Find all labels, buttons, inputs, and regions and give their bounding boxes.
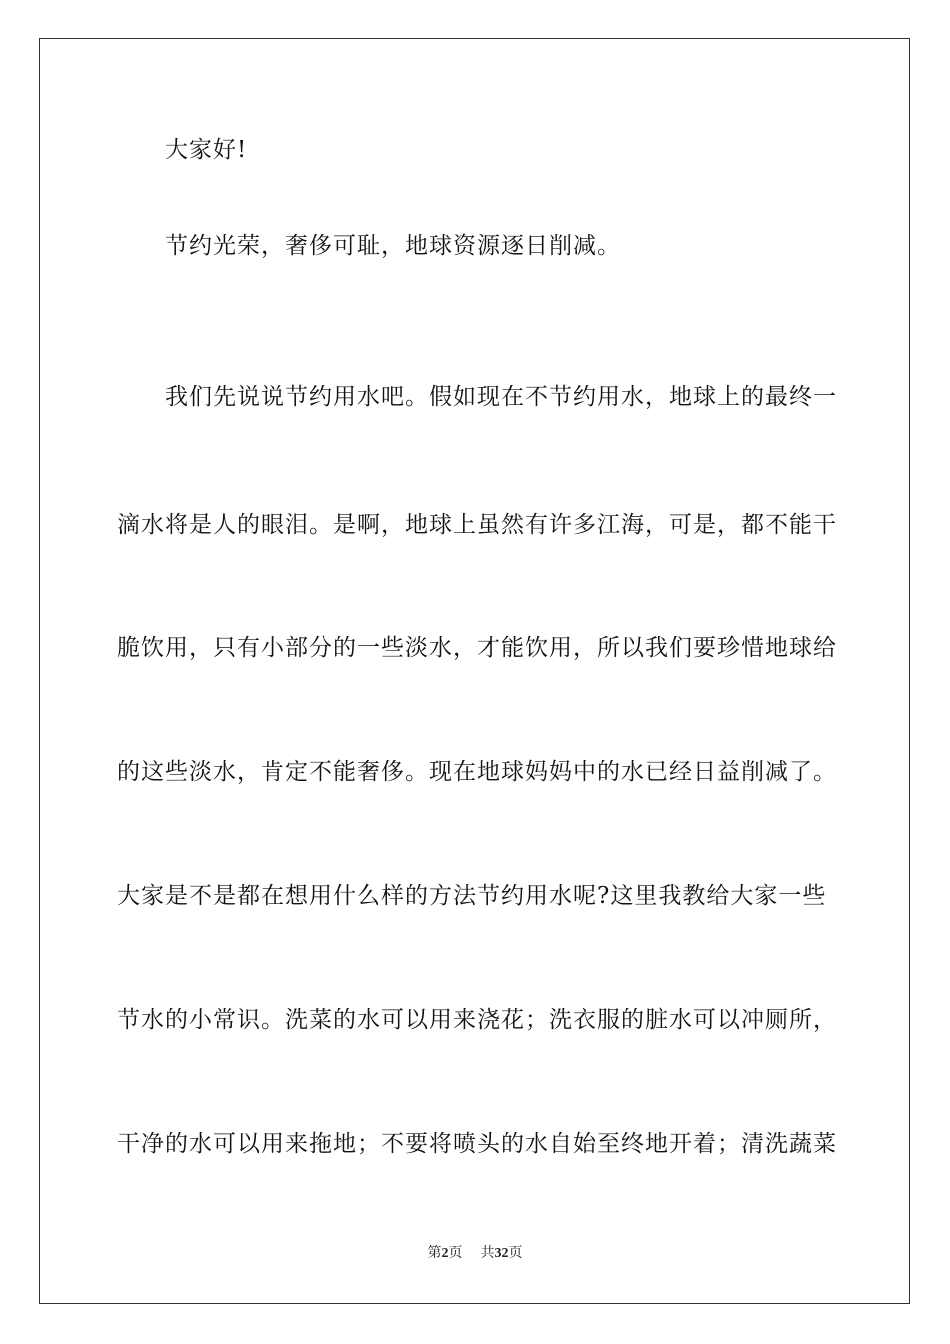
page-prefix: 第: [427, 1246, 442, 1261]
total-suffix: 页: [508, 1246, 523, 1261]
paragraph-line: 节水的小常识。洗菜的水可以用来浇花；洗衣服的脏水可以冲厕所，: [117, 1007, 837, 1033]
greeting-line: 大家好!: [165, 137, 248, 163]
total-prefix: 共: [480, 1246, 495, 1261]
page-border: [39, 38, 910, 1304]
paragraph-line: 的这些淡水，肯定不能奢侈。现在地球妈妈中的水已经日益削减了。: [117, 759, 837, 785]
total-page-count: 32: [494, 1246, 509, 1261]
page-suffix: 页: [448, 1246, 463, 1261]
current-page-number: 2: [441, 1246, 449, 1261]
paragraph-line: 滴水将是人的眼泪。是啊，地球上虽然有许多江海，可是，都不能干: [117, 512, 837, 538]
paragraph-line: 脆饮用，只有小部分的一些淡水，才能饮用，所以我们要珍惜地球给: [117, 635, 837, 661]
paragraph-line: 大家是不是都在想用什么样的方法节约用水呢?这里我教给大家一些: [117, 883, 827, 909]
page-footer: [0, 1245, 950, 1263]
paragraph-line: 节约光荣，奢侈可耻，地球资源逐日削减。: [165, 233, 621, 259]
paragraph-line: 干净的水可以用来拖地；不要将喷头的水自始至终地开着；清洗蔬菜: [117, 1131, 837, 1157]
paragraph-line: 我们先说说节约用水吧。假如现在不节约用水，地球上的最终一: [165, 384, 837, 410]
